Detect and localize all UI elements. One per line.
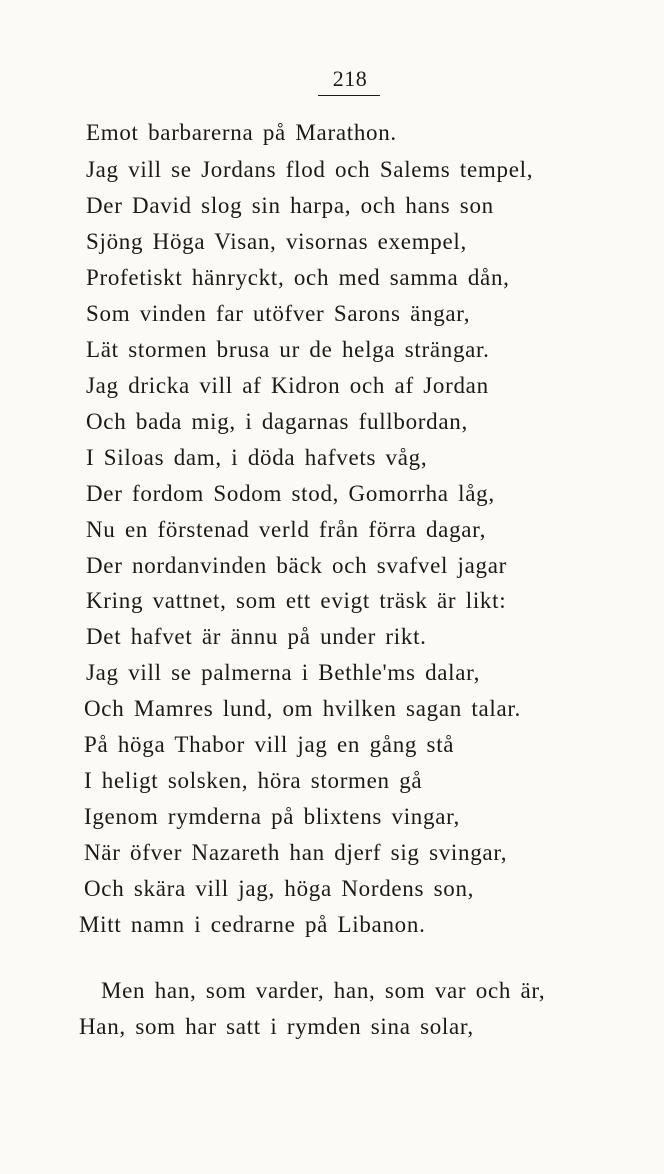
poem-line: Mitt namn i cedrarne på Libanon. xyxy=(79,912,426,937)
poem-line: Der nordanvinden bäck och svafvel jagar xyxy=(86,553,508,578)
poem-line: Nu en förstenad verld från förra dagar, xyxy=(86,517,487,542)
poem-line: Det hafvet är ännu på under rikt. xyxy=(86,624,427,649)
poem-line: Lät stormen brusa ur de helga strängar. xyxy=(86,337,490,362)
poem-line: I heligt solsken, höra stormen gå xyxy=(84,768,423,793)
poem-line: Jag vill se palmerna i Bethle'ms dalar, xyxy=(86,660,481,685)
poem-line: På höga Thabor vill jag en gång stå xyxy=(84,732,455,757)
poem-line: Emot barbarerna på Marathon. xyxy=(86,120,397,145)
poem-line: I Siloas dam, i döda hafvets våg, xyxy=(86,445,428,470)
poem-line: Och skära vill jag, höga Nordens son, xyxy=(84,876,475,901)
poem-line: Der David slog sin harpa, och hans son xyxy=(86,193,494,218)
poem-line: Profetiskt hänryckt, och med samma dån, xyxy=(86,265,510,290)
poem-line: Jag vill se Jordans flod och Salems tempel, xyxy=(86,157,534,182)
poem-line: Kring vattnet, som ett evigt träsk är likt: xyxy=(86,588,507,613)
poem-line: Som vinden far utöfver Sarons ängar, xyxy=(86,301,471,326)
poem-line: Och bada mig, i dagarnas fullbordan, xyxy=(86,409,468,434)
poem-line: Sjöng Höga Visan, visornas exempel, xyxy=(86,229,467,254)
poem-line: Men han, som varder, han, som var och är, xyxy=(101,978,546,1003)
poem-line: Han, som har satt i rymden sina solar, xyxy=(79,1014,474,1039)
poem-line: Der fordom Sodom stod, Gomorrha låg, xyxy=(86,481,495,506)
page-number: 218 xyxy=(332,66,368,91)
page-number-rule xyxy=(318,95,380,96)
poem-line: Jag dricka vill af Kidron och af Jordan xyxy=(86,373,489,398)
poem-line: Och Mamres lund, om hvilken sagan talar. xyxy=(84,696,521,721)
poem-line: När öfver Nazareth han djerf sig svingar, xyxy=(84,840,508,865)
poem-line: Igenom rymderna på blixtens vingar, xyxy=(84,804,461,829)
